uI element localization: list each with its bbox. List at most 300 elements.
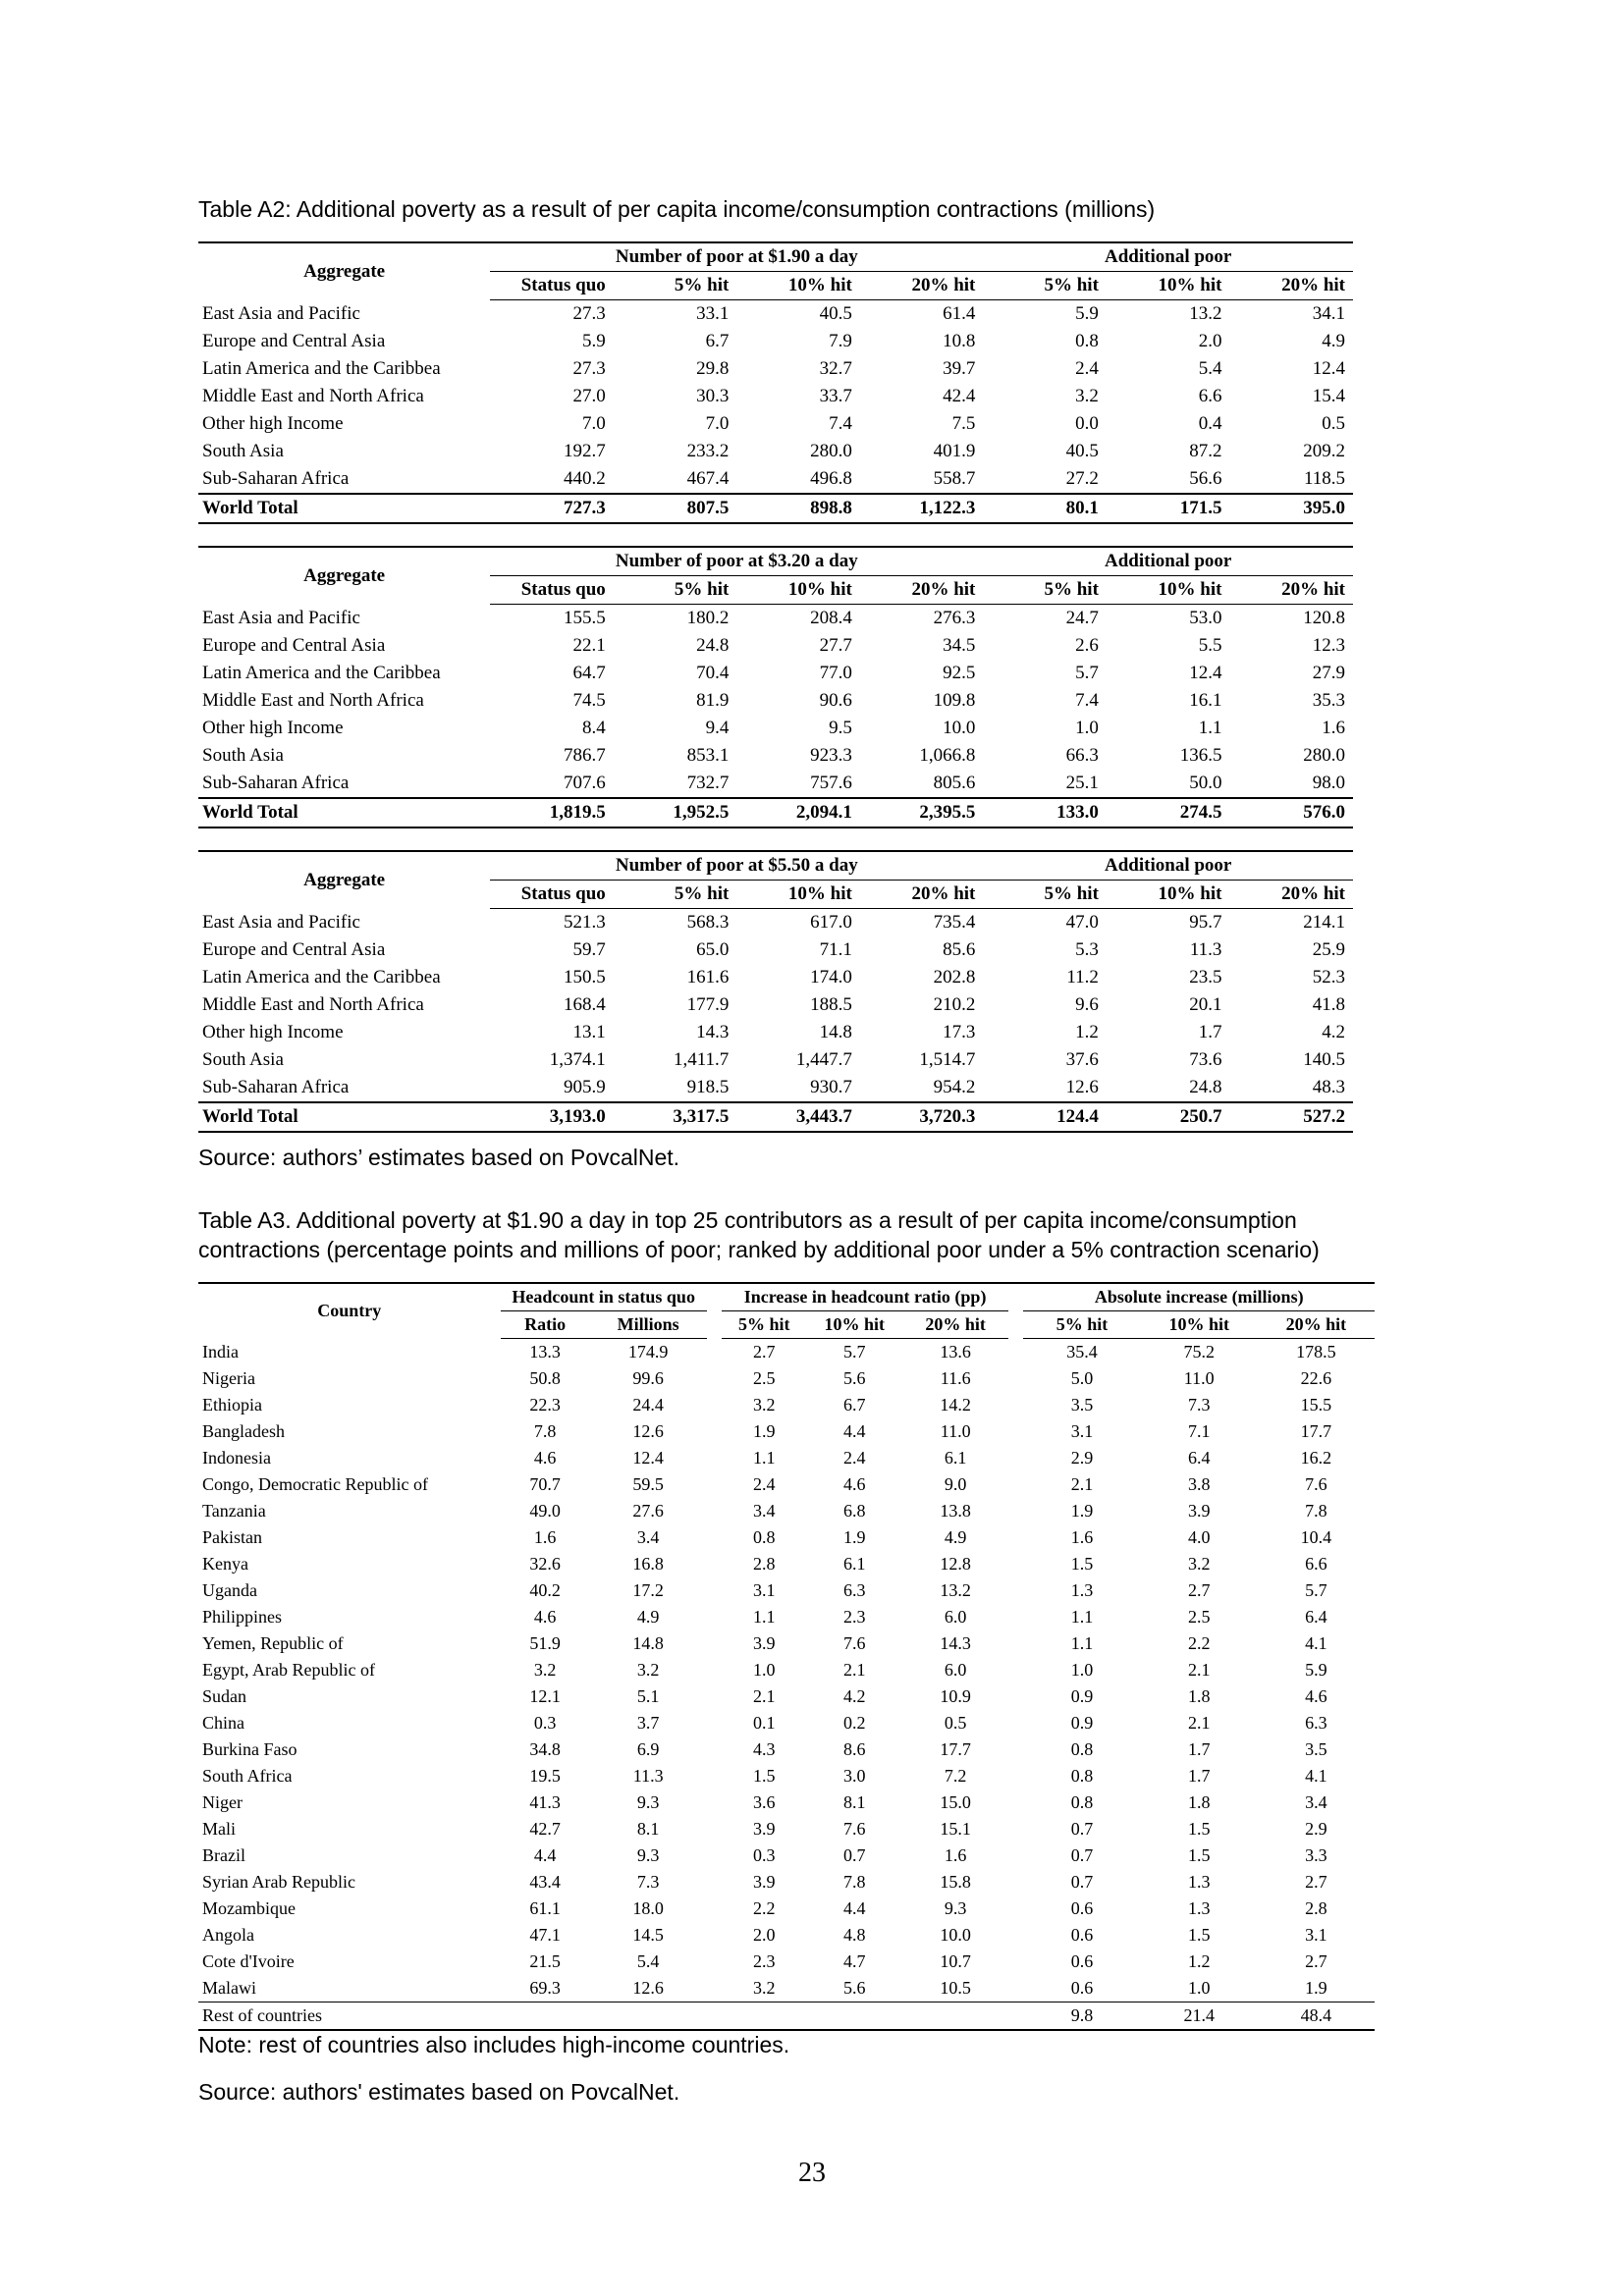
cell-value: 3.1 xyxy=(752,1580,776,1600)
cell-value: 8.4 xyxy=(582,718,606,738)
cell-value: 3,720.3 xyxy=(860,1102,984,1132)
cell-value: 923.3 xyxy=(810,745,852,766)
cell-value: 276.3 xyxy=(933,608,976,628)
spacer xyxy=(1008,1471,1023,1498)
spacer xyxy=(707,2002,722,2031)
spacer xyxy=(1008,1763,1023,1789)
cell-value: 9.6 xyxy=(1075,994,1099,1015)
cell-value: 109.8 xyxy=(933,690,976,711)
cell-value: 9.3 xyxy=(636,1845,660,1865)
spacer xyxy=(1008,1922,1023,1949)
cell-value: 53.0 xyxy=(1189,608,1222,628)
cell-value: 7.2 xyxy=(944,1766,967,1786)
cell-value: 0.8 xyxy=(752,1527,776,1547)
table-row xyxy=(198,383,1353,410)
row-label: East Asia and Pacific xyxy=(202,911,360,933)
cell-value: 0.3 xyxy=(752,1845,776,1865)
aggregate-header: Aggregate xyxy=(198,547,490,605)
cell-value: 3.9 xyxy=(1187,1501,1211,1521)
cell-value: 24.8 xyxy=(1189,1077,1222,1097)
cell-value: 6.4 xyxy=(1187,1448,1211,1468)
cell-value: 807.5 xyxy=(614,494,737,523)
cell-value: 1.0 xyxy=(1075,718,1099,738)
cell-value: 35.4 xyxy=(1066,1342,1098,1362)
cell-value: 1.7 xyxy=(1187,1739,1211,1759)
spacer xyxy=(1008,1577,1023,1604)
table-row xyxy=(198,1074,1353,1102)
cell-value: 1,066.8 xyxy=(919,745,976,766)
row-label: Niger xyxy=(202,1792,243,1812)
cell-value: 0.9 xyxy=(1070,1713,1094,1733)
cell-value: 13.3 xyxy=(529,1342,561,1362)
row-label: Middle East and North Africa xyxy=(202,386,424,406)
cell-value: 12.4 xyxy=(1312,358,1345,379)
cell-value: 1.8 xyxy=(1187,1686,1211,1706)
cell-value: 9.8 xyxy=(1023,2002,1140,2031)
spacer xyxy=(707,1683,722,1710)
cell-value: 6.6 xyxy=(1198,386,1222,406)
cell-value: 7.8 xyxy=(1305,1501,1327,1521)
cell-value: 9.4 xyxy=(705,718,730,738)
cell-value: 1.2 xyxy=(1187,1951,1211,1971)
column-header: 10% hit xyxy=(736,576,860,605)
cell-value: 521.3 xyxy=(564,912,606,933)
cell-value: 1.9 xyxy=(843,1527,866,1547)
table-row xyxy=(198,1896,1375,1922)
table-row xyxy=(198,991,1353,1019)
column-header: 20% hit xyxy=(1229,272,1353,300)
cell-value: 12.6 xyxy=(632,1978,664,1998)
row-label: South Asia xyxy=(202,745,284,766)
cell-value: 25.9 xyxy=(1312,939,1345,960)
column-header: 5% hit xyxy=(983,272,1107,300)
page-number: 23 xyxy=(798,2158,826,2188)
cell-value: 209.2 xyxy=(1303,441,1345,461)
cell-value: 5.7 xyxy=(1075,663,1099,683)
cell-value: 10.5 xyxy=(940,1978,971,1998)
column-header: 20% hit xyxy=(860,881,984,909)
row-label: Sudan xyxy=(202,1686,246,1706)
cell-value: 6.0 xyxy=(944,1607,967,1627)
spacer xyxy=(1008,1630,1023,1657)
column-header: 20% hit xyxy=(1229,576,1353,605)
cell-value: 11.6 xyxy=(940,1368,971,1388)
cell-value: 1.2 xyxy=(1075,1022,1099,1042)
spacer xyxy=(1008,1789,1023,1816)
cell-value: 1.9 xyxy=(1070,1501,1094,1521)
cell-value: 161.6 xyxy=(686,967,730,988)
cell-value: 4.7 xyxy=(843,1951,866,1971)
spacer xyxy=(707,1630,722,1657)
cell-value: 0.7 xyxy=(1070,1819,1094,1839)
cell-value: 42.7 xyxy=(529,1819,561,1839)
table-row xyxy=(198,438,1353,465)
cell-value: 918.5 xyxy=(686,1077,730,1097)
table-row xyxy=(198,328,1353,355)
row-label: South Asia xyxy=(202,441,284,461)
row-label: Congo, Democratic Republic of xyxy=(202,1474,428,1494)
cell-value: 7.9 xyxy=(829,331,852,351)
cell-value: 5.4 xyxy=(1198,358,1222,379)
cell-value: 274.5 xyxy=(1107,798,1230,828)
column-header: 5% hit xyxy=(722,1311,807,1339)
cell-value: 0.8 xyxy=(1070,1739,1094,1759)
spacer xyxy=(707,1551,722,1577)
cell-value: 0.5 xyxy=(1322,413,1345,434)
cell-value: 280.0 xyxy=(810,441,852,461)
cell-value: 17.7 xyxy=(940,1739,971,1759)
cell-value: 3.9 xyxy=(752,1872,776,1892)
cell-value: 1.6 xyxy=(533,1527,557,1547)
cell-value: 177.9 xyxy=(686,994,730,1015)
cell-value: 930.7 xyxy=(810,1077,852,1097)
table-row xyxy=(198,1949,1375,1975)
cell-value: 5.6 xyxy=(843,1368,866,1388)
column-header: Status quo xyxy=(490,272,614,300)
cell-value: 202.8 xyxy=(933,967,976,988)
cell-value: 10.0 xyxy=(943,718,976,738)
cell-value: 11.0 xyxy=(940,1421,971,1441)
cell-value: 6.3 xyxy=(843,1580,866,1600)
cell-value: 2.1 xyxy=(1187,1713,1211,1733)
spacer xyxy=(707,1471,722,1498)
column-header: 20% hit xyxy=(902,1311,1008,1339)
cell-value: 5.5 xyxy=(1198,635,1222,656)
cell-value: 5.4 xyxy=(636,1951,660,1971)
cell-value: 155.5 xyxy=(564,608,606,628)
cell-value: 7.8 xyxy=(533,1421,557,1441)
cell-value: 42.4 xyxy=(943,386,976,406)
cell-value: 1,514.7 xyxy=(919,1049,976,1070)
cell-value: 14.2 xyxy=(940,1395,971,1415)
row-label: Uganda xyxy=(202,1580,257,1600)
cell-value: 2.7 xyxy=(1305,1872,1327,1892)
spacer xyxy=(707,1392,722,1418)
cell-value: 41.3 xyxy=(529,1792,561,1812)
cell-value: 6.1 xyxy=(944,1448,967,1468)
cell-value: 9.3 xyxy=(636,1792,660,1812)
cell-value: 3.5 xyxy=(1305,1739,1327,1759)
group-header: Number of poor at $5.50 a day xyxy=(490,851,983,881)
row-label: Malawi xyxy=(202,1978,256,1998)
cell-value: 2.1 xyxy=(752,1686,776,1706)
cell-value: 10.8 xyxy=(943,331,976,351)
cell-value: 6.4 xyxy=(1305,1607,1327,1627)
cell-value: 3.6 xyxy=(752,1792,776,1812)
row-label: Europe and Central Asia xyxy=(202,635,386,656)
cell-value: 3.5 xyxy=(1070,1395,1094,1415)
cell-value: 51.9 xyxy=(529,1633,561,1653)
row-label: Other high Income xyxy=(202,718,344,738)
cell-value: 1.9 xyxy=(1305,1978,1327,1998)
cell-value: 0.7 xyxy=(1070,1845,1094,1865)
table-row xyxy=(198,410,1353,438)
cell-value: 1.1 xyxy=(752,1448,776,1468)
cell-value: 7.1 xyxy=(1187,1421,1211,1441)
headcount-group-header: Headcount in status quo xyxy=(501,1283,707,1311)
cell-value: 3.2 xyxy=(533,1660,557,1680)
cell-value: 17.3 xyxy=(943,1022,976,1042)
spacer xyxy=(707,1577,722,1604)
table-row xyxy=(198,687,1353,715)
column-header: Status quo xyxy=(490,576,614,605)
spacer xyxy=(707,1789,722,1816)
cell-value: 2.9 xyxy=(1305,1819,1327,1839)
cell-value: 2.5 xyxy=(1187,1607,1211,1627)
cell-value: 13.2 xyxy=(940,1580,971,1600)
cell-value: 98.0 xyxy=(1312,773,1345,793)
total-row xyxy=(198,798,1353,828)
cell-value: 4.6 xyxy=(533,1448,557,1468)
table-row xyxy=(198,1736,1375,1763)
cell-value: 4.1 xyxy=(1305,1766,1327,1786)
cell-value: 11.3 xyxy=(1189,939,1222,960)
cell-value: 250.7 xyxy=(1107,1102,1230,1132)
cell-value: 2,094.1 xyxy=(736,798,860,828)
table-row xyxy=(198,1498,1375,1524)
cell-value: 6.9 xyxy=(636,1739,660,1759)
cell-value: 14.8 xyxy=(819,1022,852,1042)
cell-value: 1.3 xyxy=(1187,1872,1211,1892)
cell-value: 905.9 xyxy=(564,1077,606,1097)
cell-value: 1.7 xyxy=(1198,1022,1222,1042)
spacer xyxy=(707,1418,722,1445)
rest-row xyxy=(198,2002,1375,2031)
cell-value: 4.4 xyxy=(843,1421,866,1441)
spacer xyxy=(1008,1392,1023,1418)
cell-value: 3.4 xyxy=(1305,1792,1327,1812)
column-header: 10% hit xyxy=(1141,1311,1258,1339)
cell-value: 1,122.3 xyxy=(860,494,984,523)
cell-value: 6.6 xyxy=(1305,1554,1327,1574)
cell-value: 90.6 xyxy=(819,690,852,711)
cell-value: 5.9 xyxy=(582,331,606,351)
cell-value: 576.0 xyxy=(1229,798,1353,828)
total-row xyxy=(198,494,1353,523)
cell-value: 233.2 xyxy=(686,441,730,461)
column-header: 10% hit xyxy=(1107,272,1230,300)
column-header: Millions xyxy=(590,1311,707,1339)
cell-value: 39.7 xyxy=(943,358,976,379)
cell-value: 85.6 xyxy=(943,939,976,960)
additional-poor-header: Additional poor xyxy=(983,242,1353,272)
cell-value: 5.6 xyxy=(843,1978,866,1998)
cell-value: 8.1 xyxy=(636,1819,660,1839)
cell-value: 805.6 xyxy=(933,773,976,793)
table-row xyxy=(198,605,1353,633)
spacer xyxy=(1008,1524,1023,1551)
cell-value: 64.7 xyxy=(572,663,606,683)
spacer xyxy=(707,1339,722,1366)
cell-value: 2.3 xyxy=(752,1951,776,1971)
cell-value: 65.0 xyxy=(696,939,730,960)
cell-value: 71.1 xyxy=(819,939,852,960)
row-label: Other high Income xyxy=(202,1022,344,1042)
cell-value: 27.6 xyxy=(632,1501,664,1521)
cell-value: 1.6 xyxy=(1322,718,1345,738)
cell-value: 9.0 xyxy=(944,1474,967,1494)
cell-value: 59.7 xyxy=(572,939,606,960)
cell-value: 3.2 xyxy=(1187,1554,1211,1574)
cell-value: 214.1 xyxy=(1303,912,1345,933)
column-header: 10% hit xyxy=(736,272,860,300)
cell-value: 0.8 xyxy=(1070,1792,1094,1812)
table-a3-source: Source: authors' estimates based on PovcalNet. xyxy=(198,2079,680,2105)
cell-value: 2.0 xyxy=(1198,331,1222,351)
column-header: 5% hit xyxy=(983,881,1107,909)
cell-value: 0.6 xyxy=(1070,1898,1094,1918)
column-header: 10% hit xyxy=(736,881,860,909)
cell-value: 5.1 xyxy=(636,1686,660,1706)
cell-value: 4.9 xyxy=(1322,331,1345,351)
cell-value: 1.1 xyxy=(1070,1607,1094,1627)
cell-value xyxy=(807,2002,902,2031)
cell-value: 8.6 xyxy=(843,1739,866,1759)
cell-value: 4.9 xyxy=(636,1607,660,1627)
table-row xyxy=(198,909,1353,937)
cell-value: 56.6 xyxy=(1189,468,1222,489)
column-header: 20% hit xyxy=(1258,1311,1375,1339)
increase-group-header: Increase in headcount ratio (pp) xyxy=(722,1283,1008,1311)
cell-value: 2.2 xyxy=(752,1898,776,1918)
cell-value: 95.7 xyxy=(1189,912,1222,933)
cell-value: 0.8 xyxy=(1075,331,1099,351)
column-header: 20% hit xyxy=(860,576,984,605)
spacer xyxy=(707,1365,722,1392)
table-a3 xyxy=(198,1282,1375,2031)
table-row xyxy=(198,632,1353,660)
cell-value: 12.1 xyxy=(529,1686,561,1706)
cell-value: 59.5 xyxy=(632,1474,664,1494)
row-label: Ethiopia xyxy=(202,1395,262,1415)
cell-value: 1.1 xyxy=(752,1607,776,1627)
spacer xyxy=(1008,1657,1023,1683)
row-label: Nigeria xyxy=(202,1368,255,1388)
cell-value: 3.1 xyxy=(1305,1925,1327,1945)
cell-value: 73.6 xyxy=(1189,1049,1222,1070)
cell-value: 7.3 xyxy=(1187,1395,1211,1415)
cell-value: 2.4 xyxy=(752,1474,776,1494)
cell-value: 15.0 xyxy=(940,1792,971,1812)
cell-value: 2.9 xyxy=(1070,1448,1094,1468)
cell-value: 2.4 xyxy=(843,1448,866,1468)
cell-value: 732.7 xyxy=(686,773,730,793)
cell-value: 70.4 xyxy=(696,663,730,683)
cell-value: 1,411.7 xyxy=(674,1049,730,1070)
spacer xyxy=(1008,1365,1023,1392)
cell-value: 3.9 xyxy=(752,1633,776,1653)
column-header: 5% hit xyxy=(614,881,737,909)
cell-value: 5.9 xyxy=(1075,303,1099,324)
cell-value: 7.6 xyxy=(843,1633,866,1653)
column-header: 20% hit xyxy=(860,272,984,300)
cell-value: 40.5 xyxy=(1065,441,1099,461)
table-row xyxy=(198,1445,1375,1471)
cell-value: 2.0 xyxy=(752,1925,776,1945)
cell-value: 140.5 xyxy=(1303,1049,1345,1070)
cell-value: 34.1 xyxy=(1312,303,1345,324)
row-label: Indonesia xyxy=(202,1448,271,1468)
row-label: South Africa xyxy=(202,1766,293,1786)
row-label: Tanzania xyxy=(202,1501,266,1521)
cell-value: 6.1 xyxy=(843,1554,866,1574)
cell-value: 5.7 xyxy=(1305,1580,1327,1600)
cell-value: 168.4 xyxy=(564,994,606,1015)
cell-value: 3,317.5 xyxy=(614,1102,737,1132)
cell-value: 0.7 xyxy=(1070,1872,1094,1892)
spacer xyxy=(1008,1949,1023,1975)
column-header: 20% hit xyxy=(1229,881,1353,909)
row-label: Egypt, Arab Republic of xyxy=(202,1660,375,1680)
cell-value: 14.8 xyxy=(632,1633,664,1653)
cell-value: 4.1 xyxy=(1305,1633,1327,1653)
spacer xyxy=(1008,1418,1023,1445)
cell-value: 0.6 xyxy=(1070,1951,1094,1971)
cell-value: 10.0 xyxy=(940,1925,971,1945)
row-label: Middle East and North Africa xyxy=(202,994,424,1015)
cell-value: 1.5 xyxy=(1187,1925,1211,1945)
cell-value: 1.6 xyxy=(944,1845,967,1865)
cell-value: 6.0 xyxy=(944,1660,967,1680)
cell-value: 3.2 xyxy=(1075,386,1099,406)
row-label: Latin America and the Caribbea xyxy=(202,967,441,988)
cell-value: 2.7 xyxy=(1305,1951,1327,1971)
cell-value: 3.4 xyxy=(752,1501,776,1521)
row-label: Pakistan xyxy=(202,1527,262,1547)
spacer xyxy=(707,1949,722,1975)
cell-value: 4.6 xyxy=(533,1607,557,1627)
table-row xyxy=(198,1683,1375,1710)
cell-value: 10.7 xyxy=(940,1951,971,1971)
cell-value: 12.3 xyxy=(1312,635,1345,656)
table-row xyxy=(198,465,1353,494)
row-label: Syrian Arab Republic xyxy=(202,1872,355,1892)
group-header: Number of poor at $1.90 a day xyxy=(490,242,983,272)
cell-value: 4.0 xyxy=(1187,1527,1211,1547)
cell-value: 3.8 xyxy=(1187,1474,1211,1494)
cell-value: 4.6 xyxy=(1305,1686,1327,1706)
cell-value: 27.9 xyxy=(1312,663,1345,683)
cell-value: 37.6 xyxy=(1065,1049,1099,1070)
cell-value: 3.4 xyxy=(636,1527,660,1547)
cell-value: 0.8 xyxy=(1070,1766,1094,1786)
cell-value: 2.7 xyxy=(752,1342,776,1362)
group-header: Number of poor at $3.20 a day xyxy=(490,547,983,576)
spacer xyxy=(1008,1710,1023,1736)
cell-value: 50.8 xyxy=(529,1368,561,1388)
table-a3-caption-line2: contractions (percentage points and millions of poor; ranked by additional poor under a 5% contraction scenario) xyxy=(198,1237,1320,1262)
cell-value: 1,952.5 xyxy=(614,798,737,828)
cell-value xyxy=(722,2002,807,2031)
cell-value: 3.3 xyxy=(1305,1845,1327,1865)
row-label: Other high Income xyxy=(202,413,344,434)
cell-value: 210.2 xyxy=(933,994,976,1015)
cell-value: 178.5 xyxy=(1296,1342,1336,1362)
aggregate-header: Aggregate xyxy=(198,851,490,909)
cell-value xyxy=(902,2002,1008,2031)
cell-value: 7.0 xyxy=(582,413,606,434)
cell-value xyxy=(501,2002,590,2031)
cell-value: 23.5 xyxy=(1189,967,1222,988)
spacer xyxy=(707,1922,722,1949)
cell-value: 898.8 xyxy=(736,494,860,523)
cell-value: 0.6 xyxy=(1070,1978,1094,1998)
cell-value: 1.6 xyxy=(1070,1527,1094,1547)
cell-value: 16.2 xyxy=(1300,1448,1332,1468)
row-label: Latin America and the Caribbea xyxy=(202,358,441,379)
table-row xyxy=(198,1046,1353,1074)
cell-value: 280.0 xyxy=(1303,745,1345,766)
